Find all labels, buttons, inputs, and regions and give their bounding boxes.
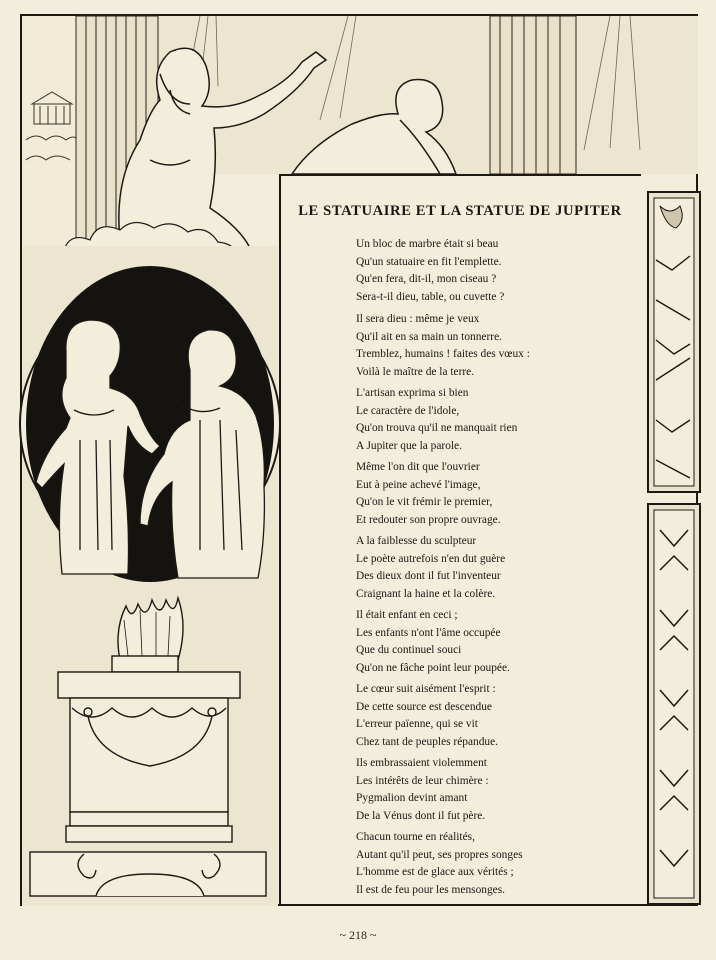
verse-line: Chacun tourne en réalités, bbox=[356, 831, 475, 843]
verse-line: Et redouter son propre ouvrage. bbox=[356, 513, 501, 526]
stanza-2 bbox=[356, 311, 646, 381]
verse-line: Le caractère de l'idole, bbox=[356, 404, 460, 417]
column-right bbox=[490, 16, 576, 174]
verse-line: De la Vénus dont il fut père. bbox=[356, 809, 486, 822]
verse-line: Qu'on trouva qu'il ne manquait rien bbox=[356, 422, 518, 435]
verse-line: Les enfants n'ont l'âme occupée bbox=[356, 626, 501, 639]
verse-line: Voilà le maître de la terre. bbox=[356, 365, 475, 378]
verse-line: Pygmalion devint amant bbox=[356, 792, 468, 805]
verse-line: Le cœur suit aisément l'esprit : bbox=[356, 683, 496, 695]
verse-line: Ils embrassaient violemment bbox=[356, 757, 487, 769]
verse-line: Qu'on ne fâche point leur poupée. bbox=[356, 661, 510, 674]
stanza-3 bbox=[356, 385, 646, 455]
verse-line: Qu'un statuaire en fit l'emplette. bbox=[356, 255, 502, 268]
verse-line: Un bloc de marbre était si beau bbox=[356, 238, 499, 250]
stanza-6 bbox=[356, 607, 646, 677]
stanza-5 bbox=[356, 533, 646, 603]
verse-line: Chez tant de peuples répandue. bbox=[356, 735, 499, 748]
stanza-7 bbox=[356, 681, 646, 751]
verse-line: Qu'on le vit frémir le premier, bbox=[356, 496, 493, 509]
stanza-1 bbox=[356, 236, 646, 306]
verse-line: Des dieux dont il fut l'inventeur bbox=[356, 570, 501, 583]
poem-title: LE STATUAIRE ET LA STATUE DE JUPITER bbox=[298, 203, 622, 219]
verse-line: Il était enfant en ceci ; bbox=[356, 609, 458, 621]
stanza-9 bbox=[356, 829, 646, 899]
decorative-strip-lower bbox=[648, 504, 700, 904]
verse-line: Craignant la haine et la colère. bbox=[356, 587, 496, 600]
verse-line: Autant qu'il peut, ses propres songes bbox=[356, 848, 523, 861]
verse-line: Il est de feu pour les mensonges. bbox=[356, 883, 505, 896]
verse-line: L'artisan exprima si bien bbox=[356, 387, 469, 399]
stanza-4 bbox=[356, 459, 646, 529]
verse-line: L'homme est de glace aux vérités ; bbox=[356, 866, 514, 879]
verse-line: L'erreur païenne, qui se vit bbox=[356, 718, 478, 731]
verse-line: Tremblez, humains ! faites des vœux : bbox=[356, 348, 530, 361]
verse-line: Les intérêts de leur chimère : bbox=[356, 774, 489, 787]
verse-line: Eut à peine achevé l'image, bbox=[356, 478, 481, 491]
stanza-8 bbox=[356, 755, 646, 825]
verse-line: Le poète autrefois n'en dut guère bbox=[356, 552, 506, 565]
page-number: ~ 218 ~ bbox=[339, 928, 377, 942]
verse-line: A la faiblesse du sculpteur bbox=[356, 535, 477, 547]
verse-line: Qu'il ait en sa main un tonnerre. bbox=[356, 330, 502, 343]
verse-line: Même l'on dit que l'ouvrier bbox=[356, 461, 480, 473]
verse-line: Que du continuel souci bbox=[356, 644, 462, 657]
verse-line: A Jupiter que la parole. bbox=[356, 439, 462, 452]
verse-line: Qu'en fera, dit-il, mon ciseau ? bbox=[356, 273, 497, 286]
verse-line: De cette source est descendue bbox=[356, 700, 492, 713]
verse-line: Il sera dieu : même je veux bbox=[356, 313, 480, 325]
verse-line: Sera-t-il dieu, table, ou cuvette ? bbox=[356, 290, 505, 303]
base-ornament bbox=[30, 852, 266, 896]
decorative-strip-upper bbox=[648, 192, 700, 492]
